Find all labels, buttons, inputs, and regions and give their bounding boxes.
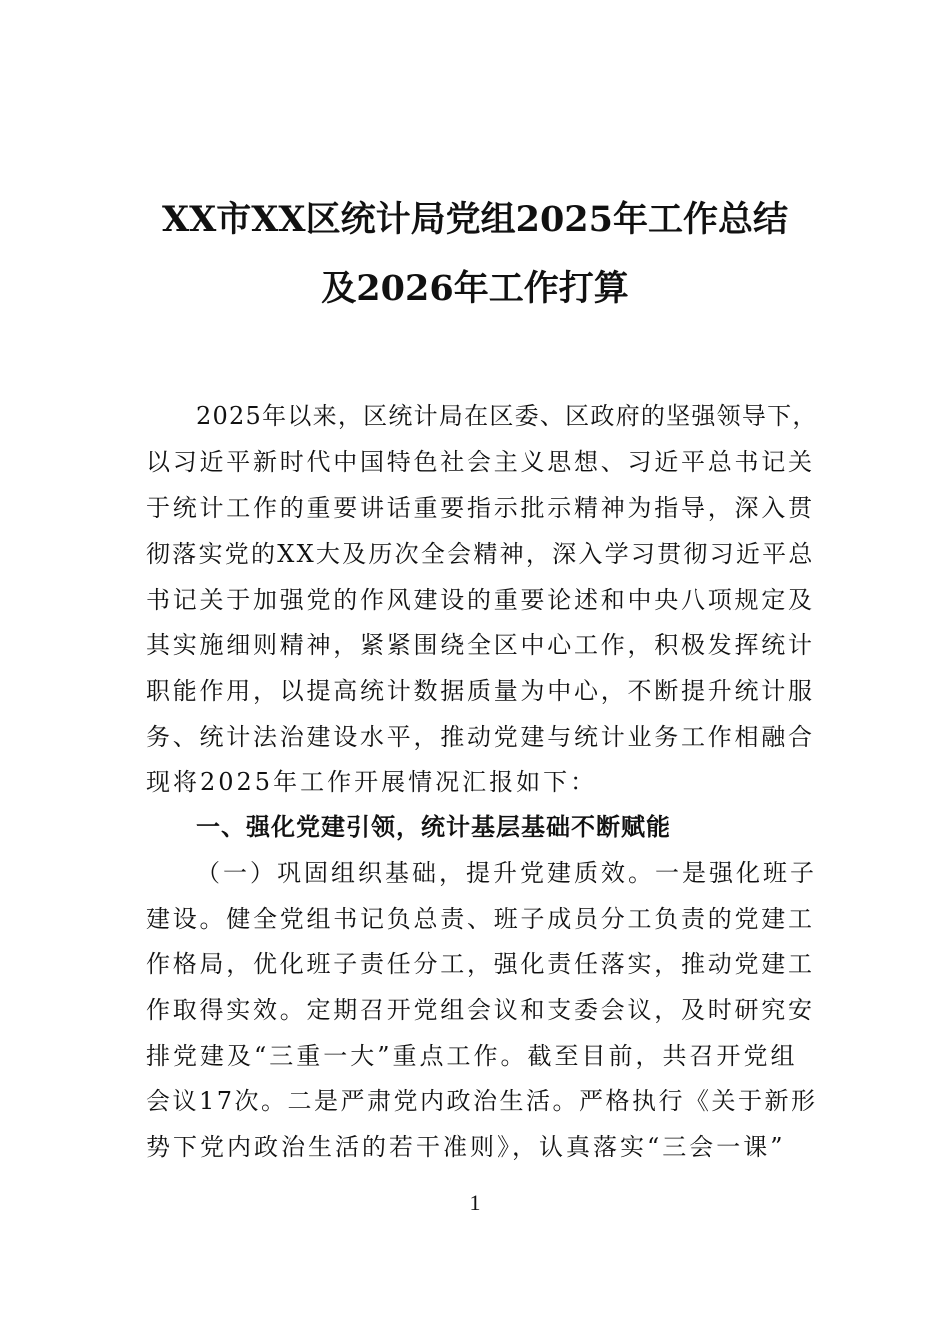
paragraph-line-12: 作格局，优化班子责任分工，强化责任落实，推动党建工	[146, 950, 815, 978]
paragraph-line-9: 现将2025年工作开展情况汇报如下：	[146, 768, 598, 796]
paragraph-line-6: 其实施细则精神，紧紧围绕全区中心工作，积极发挥统计	[146, 631, 815, 659]
paragraph-line-10: （一）巩固组织基础，提升党建质效。一是强化班子	[196, 859, 817, 887]
paragraph-line-1: 2025年以来，区统计局在区委、区政府的坚强领导下，	[196, 402, 818, 430]
paragraph-line-5: 书记关于加强党的作风建设的重要论述和中央八项规定及	[146, 586, 815, 614]
paragraph-line-16: 势下党内政治生活的若干准则》，认真落实“三会一课”	[146, 1133, 786, 1161]
paragraph-line-14: 排党建及“三重一大”重点工作。截至目前，共召开党组	[146, 1042, 798, 1070]
paragraph-line-15: 会议17次。二是严肃党内政治生活。严格执行《关于新形	[146, 1087, 818, 1115]
document-title-line-2: 及2026年工作打算	[321, 268, 629, 309]
paragraph-line-13: 作取得实效。定期召开党组会议和支委会议，及时研究安	[146, 996, 815, 1024]
paragraph-line-11: 建设。健全党组书记负总责、班子成员分工负责的党建工	[146, 905, 815, 933]
page-number: 1	[469, 1190, 481, 1215]
document-title-line-1: XX市XX区统计局党组2025年工作总结	[161, 199, 789, 240]
paragraph-line-2: 以习近平新时代中国特色社会主义思想、习近平总书记关	[146, 448, 815, 476]
paragraph-line-8: 务、统计法治建设水平，推动党建与统计业务工作相融合	[146, 723, 815, 751]
paragraph-line-3: 于统计工作的重要讲话重要指示批示精神为指导，深入贯	[146, 494, 815, 522]
paragraph-line-4: 彻落实党的XX大及历次全会精神，深入学习贯彻习近平总	[146, 540, 815, 568]
paragraph-line-7: 职能作用，以提高统计数据质量为中心，不断提升统计服	[146, 677, 815, 705]
section-heading: 一、强化党建引领，统计基层基础不断赋能	[196, 813, 671, 841]
